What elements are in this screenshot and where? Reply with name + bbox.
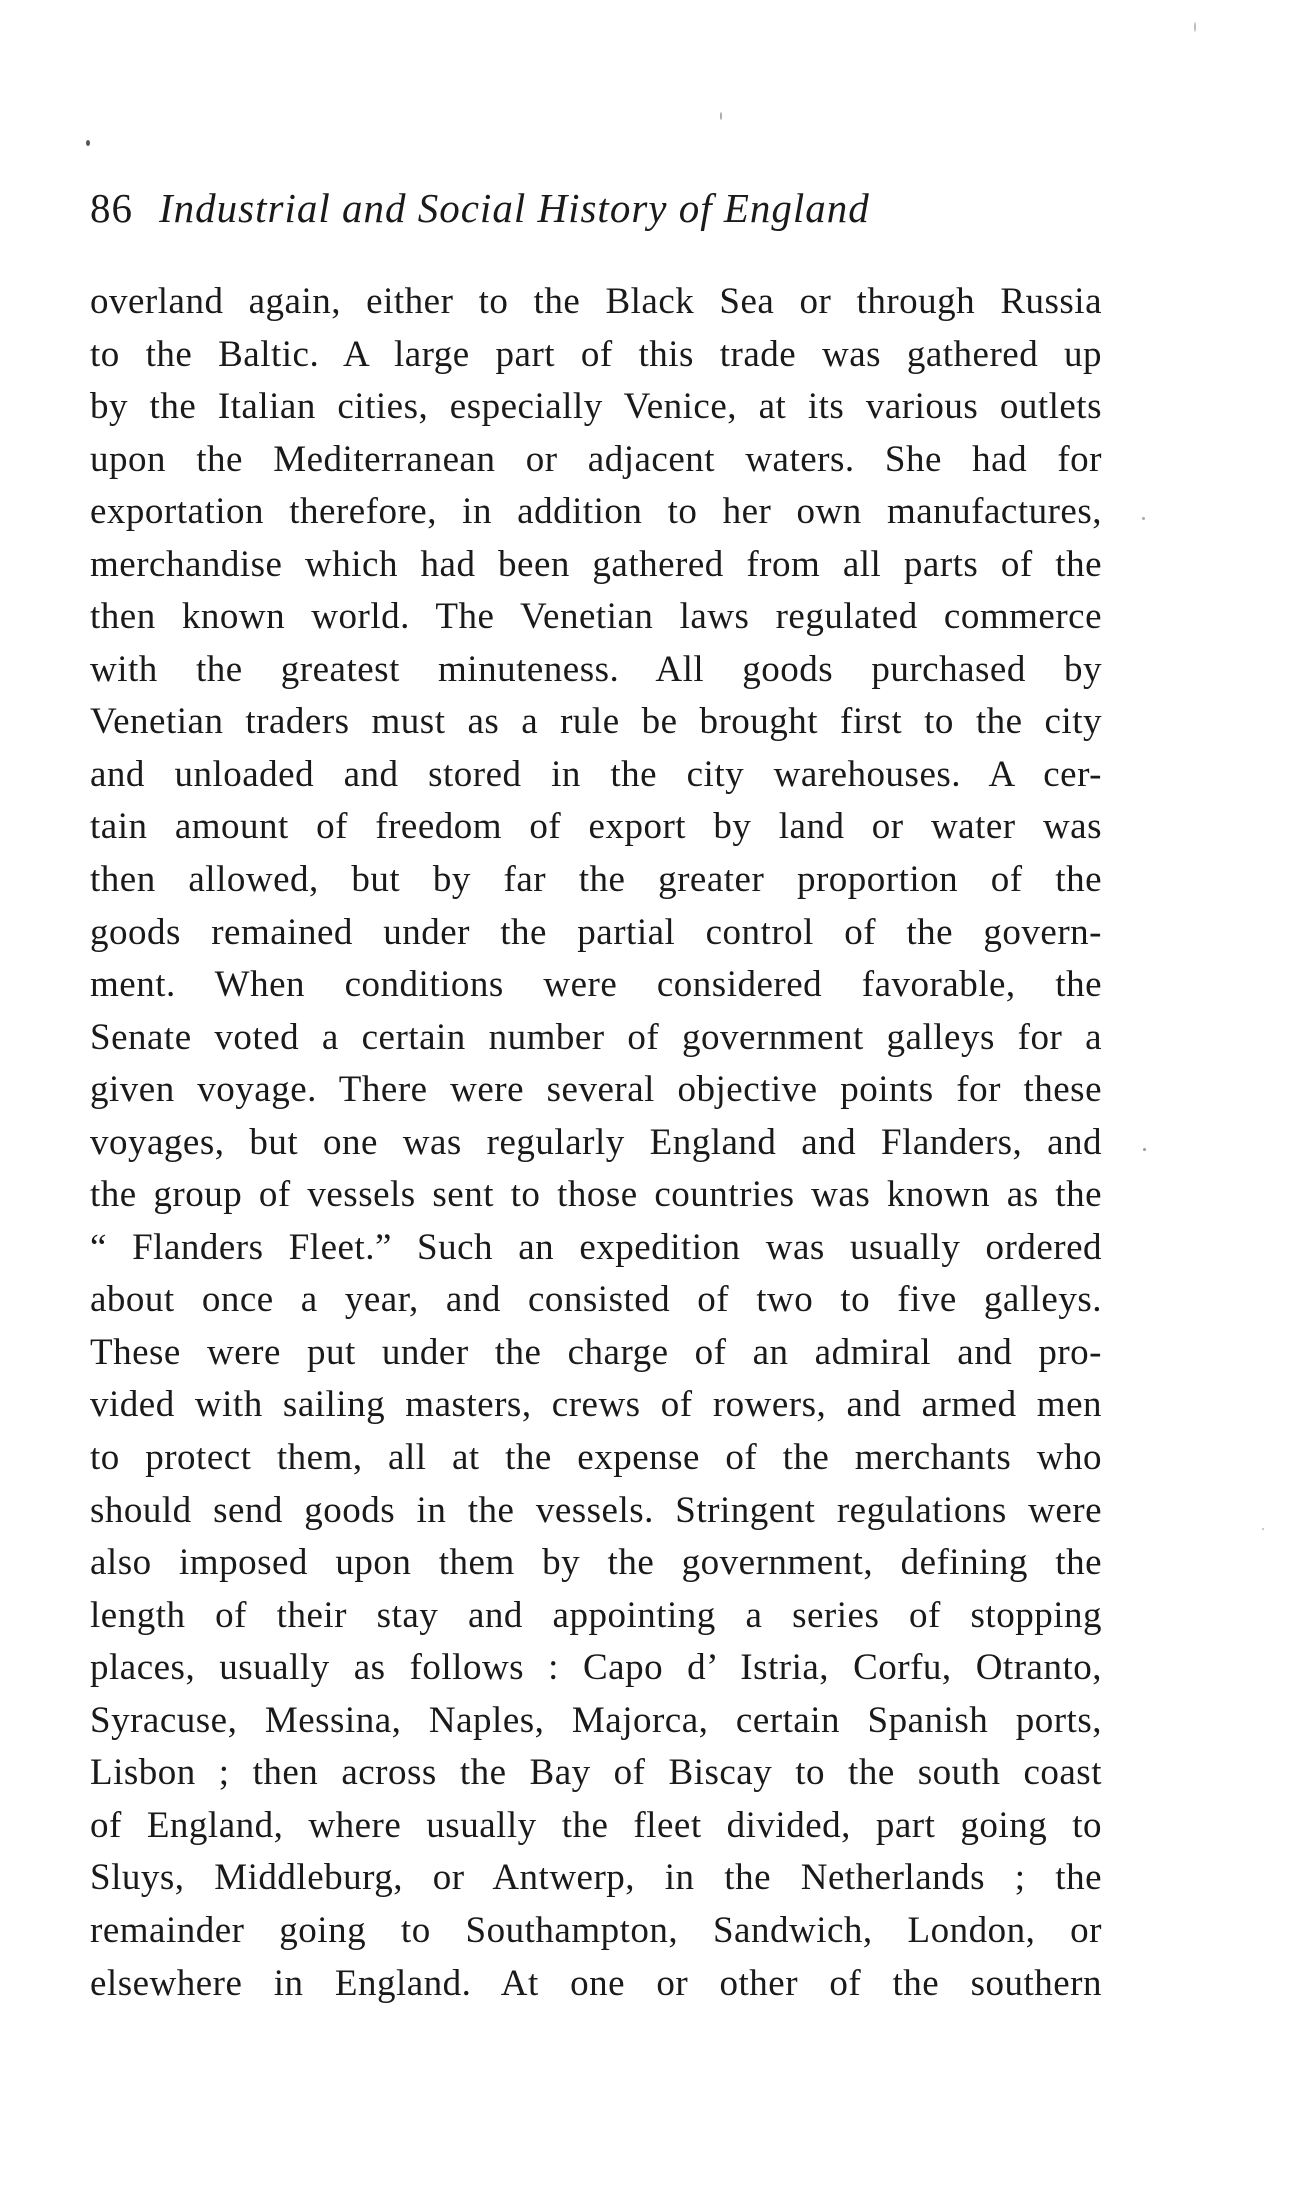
text-line: remainder going to Southampton, Sandwich, London, or	[90, 1909, 1102, 1951]
running-head	[90, 178, 1090, 238]
text-line: to the Baltic. A large part of this trade was gathered up	[90, 333, 1102, 375]
text-line: with the greatest minuteness. All goods purchased by	[90, 648, 1102, 690]
text-line: goods remained under the partial control of the govern-	[90, 911, 1102, 953]
text-line: length of their stay and appointing a series of stopping	[90, 1594, 1102, 1636]
text-line: ment. When conditions were considered favorable, the	[90, 964, 1102, 1006]
text-line: the group of vessels sent to those countries was known as the	[90, 1174, 1102, 1216]
text-line: then known world. The Venetian laws regulated commerce	[90, 596, 1102, 638]
text-line: exportation therefore, in addition to her own manufactures,	[90, 491, 1102, 533]
text-line: also imposed upon them by the government, defining the	[90, 1542, 1102, 1584]
text-line: Sluys, Middleburg, or Antwerp, in the Netherlands ; the	[90, 1857, 1102, 1899]
text-line: overland again, either to the Black Sea or through Russia	[90, 281, 1102, 322]
text-line: about once a year, and consisted of two to five galleys.	[90, 1279, 1102, 1321]
scan-speck	[720, 112, 722, 120]
running-title: Industrial and Social History of England	[159, 185, 870, 231]
text-line: tain amount of freedom of export by land or water was	[90, 806, 1102, 848]
text-line: Lisbon ; then across the Bay of Biscay to the south coast	[90, 1752, 1102, 1794]
page-number: 86	[90, 185, 133, 231]
text-line: These were put under the charge of an admiral and pro-	[90, 1331, 1102, 1373]
scan-speck	[1194, 22, 1196, 32]
text-line: Syracuse, Messina, Naples, Majorca, certain Spanish ports,	[90, 1699, 1102, 1741]
scan-speck	[1262, 1528, 1264, 1530]
scan-speck	[1143, 1148, 1146, 1151]
text-line: elsewhere in England. At one or other of the southern	[90, 1962, 1102, 2004]
text-line: places, usually as follows : Capo d’ Istria, Corfu, Otranto,	[90, 1647, 1102, 1689]
text-line: merchandise which had been gathered from all parts of the	[90, 543, 1102, 585]
text-line: then allowed, but by far the greater proportion of the	[90, 859, 1102, 901]
text-line: to protect them, all at the expense of the merchants who	[90, 1437, 1102, 1479]
text-line: should send goods in the vessels. Stringent regulations were	[90, 1489, 1102, 1531]
body-text	[90, 276, 1102, 2010]
text-line: given voyage. There were several objective points for these	[90, 1069, 1102, 1111]
text-line: “ Flanders Fleet.” Such an expedition was usually ordered	[90, 1226, 1102, 1268]
text-line: voyages, but one was regularly England and Flanders, and	[90, 1121, 1102, 1163]
scan-speck	[1142, 517, 1145, 520]
text-line: and unloaded and stored in the city warehouses. A cer-	[90, 753, 1102, 795]
text-line: Venetian traders must as a rule be brought first to the city	[90, 701, 1102, 743]
text-line: by the Italian cities, especially Venice, at its various outlets	[90, 386, 1102, 428]
text-line: vided with sailing masters, crews of rowers, and armed men	[90, 1384, 1102, 1426]
scan-speck	[86, 140, 90, 146]
text-line: of England, where usually the fleet divided, part going to	[90, 1804, 1102, 1846]
text-line: Senate voted a certain number of government galleys for a	[90, 1016, 1102, 1058]
text-line: upon the Mediterranean or adjacent waters. She had for	[90, 438, 1102, 480]
